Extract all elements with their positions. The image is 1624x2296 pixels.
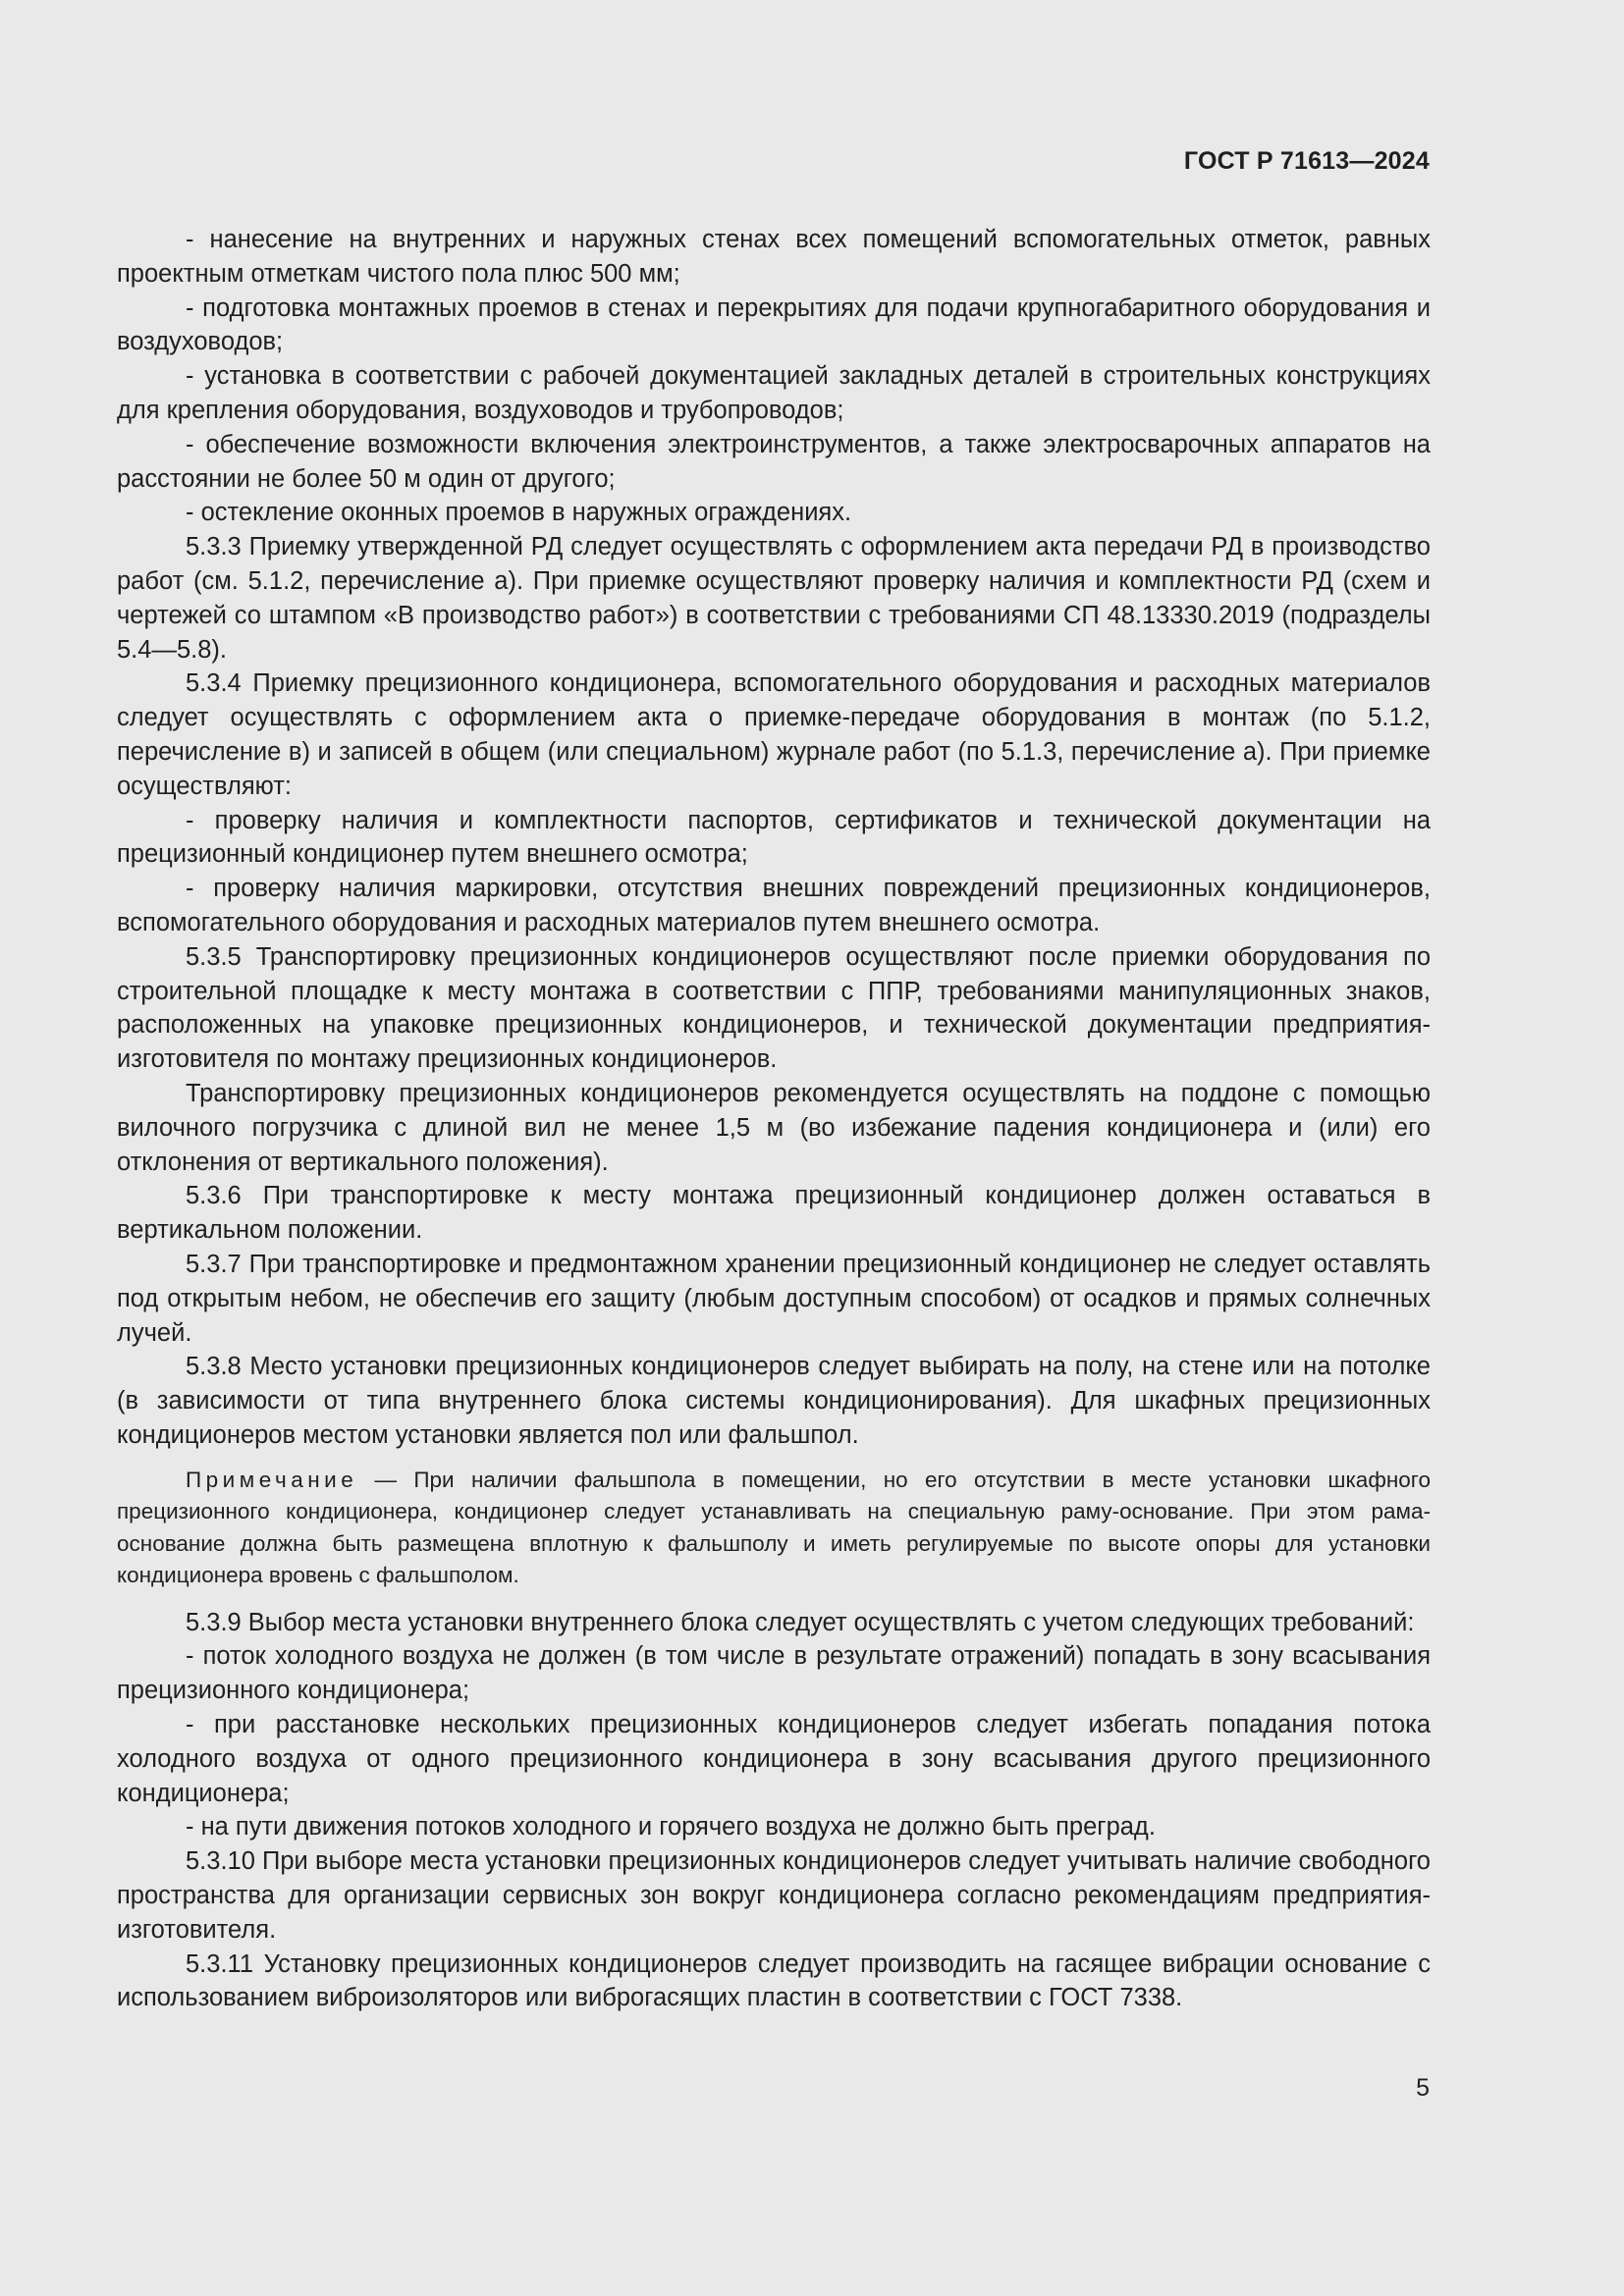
list-item: - установка в соответствии с рабочей документацией закладных деталей в строительных конструкциях для крепления оборудования, воздуховодов и трубопроводов; [117,362,1431,424]
list-item: - проверку наличия маркировки, отсутствия внешних повреждений прецизионных кондиционеров, вспомогательного оборудования и расходных материалов путем внешнего осмотра. [117,875,1431,936]
list-item: - при расстановке нескольких прецизионных кондиционеров следует избегать попадания потока холодного воздуха от одного прецизионного кондиционера в зону всасывания другого прецизионного кондиционера; [117,1711,1431,1807]
clause-5-3-9: 5.3.9 Выбор места установки внутреннего блока следует осуществлять с учетом следующих требований: [186,1608,1415,1636]
page-number: 5 [1416,2074,1430,2102]
clause-5-3-5-continued: Транспортировку прецизионных кондиционеров рекомендуется осуществлять на поддоне с помощью вилочного погрузчика с длиной вил не менее 1,5 м (во избежание падения кондиционера и (или) его отклонения от вертикального положения). [117,1079,1431,1176]
list-item: - на пути движения потоков холодного и горячего воздуха не должно быть преград. [186,1813,1156,1842]
clause-5-3-10: 5.3.10 При выборе места установки прецизионных кондиционеров следует учитывать наличие свободного пространства для организации сервисных зон вокруг кондиционера согласно рекомендациям предприятия-изготовителя. [117,1847,1431,1944]
note-paragraph [117,1465,1431,1592]
list-item: - поток холодного воздуха не должен (в том числе в результате отражений) попадать в зону всасывания прецизионного кондиционера; [117,1642,1431,1705]
list-item: - подготовка монтажных проемов в стенах и перекрытиях для подачи крупногабаритного оборудования и воздуховодов; [117,294,1431,356]
list-item: - проверку наличия и комплектности паспортов, сертификатов и технической документации на прецизионный кондиционер путем внешнего осмотра; [117,806,1431,869]
note-label: Примечание [186,1467,358,1492]
document-body [117,223,1431,2015]
clause-5-3-4: 5.3.4 Приемку прецизионного кондиционера, вспомогательного оборудования и расходных материалов следует осуществлять с оформлением акта о приемке-передаче оборудования в монтаж (по 5.1.2, перечисление в) и записей в общем (или специальном) журнале работ (по 5.1.3, перечисление а). При приемке осуществляют: [117,669,1431,800]
document-header: ГОСТ Р 71613—2024 [1183,147,1430,175]
clause-5-3-11: 5.3.11 Установку прецизионных кондиционеров следует производить на гасящее вибрации основание с использованием виброизоляторов или виброгасящих пластин в соответствии с ГОСТ 7338. [117,1949,1431,2012]
list-item: - остекление оконных проемов в наружных ограждениях. [186,499,852,527]
clause-5-3-3: 5.3.3 Приемку утвержденной РД следует осуществлять с оформлением акта передачи РД в производство работ (см. 5.1.2, перечисление а). При приемке осуществляют проверку наличия и комплектности РД (схем и чертежей со штампом «В производство работ») в соответствии с требованиями СП 48.13330.2019 (подразделы 5.4—5.8). [117,533,1431,664]
list-item: - обеспечение возможности включения электроинструментов, а также электросварочных аппаратов на расстоянии не более 50 м один от другого; [117,430,1431,493]
clause-5-3-6: 5.3.6 При транспортировке к месту монтажа прецизионный кондиционер должен оставаться в вертикальном положении. [117,1182,1431,1245]
clause-5-3-7: 5.3.7 При транспортировке и предмонтажном хранении прецизионный кондиционер не следует оставлять под открытым небом, не обеспечив его защиту (любым доступным способом) от осадков и прямых солнечных лучей. [117,1250,1431,1347]
clause-5-3-8: 5.3.8 Место установки прецизионных кондиционеров следует выбирать на полу, на стене или на потолке (в зависимости от типа внутреннего блока системы кондиционирования). Для шкафных прецизионных кондиционеров местом установки является пол или фальшпол. [117,1353,1431,1449]
list-item: - нанесение на внутренних и наружных стенах всех помещений вспомогательных отметок, равных проектным отметкам чистого пола плюс 500 мм; [117,226,1431,288]
note-text: — При наличии фальшпола в помещении, но его отсутствии в месте установки шкафного прецизионного кондиционера, кондиционер следует устанавливать на специальную раму-основание. При этом рама-основание должна быть размещена вплотную к фальшполу и иметь регулируемые по высоте опоры для установки кондиционера вровень с фальшполом. [117,1467,1431,1588]
clause-5-3-5: 5.3.5 Транспортировку прецизионных кондиционеров осуществляют после приемки оборудования по строительной площадке к месту монтажа в соответствии с ППР, требованиями манипуляционных знаков, расположенных на упаковке прецизионных кондиционеров, и технической документации предприятия-изготовителя по монтажу прецизионных кондиционеров. [117,942,1431,1074]
